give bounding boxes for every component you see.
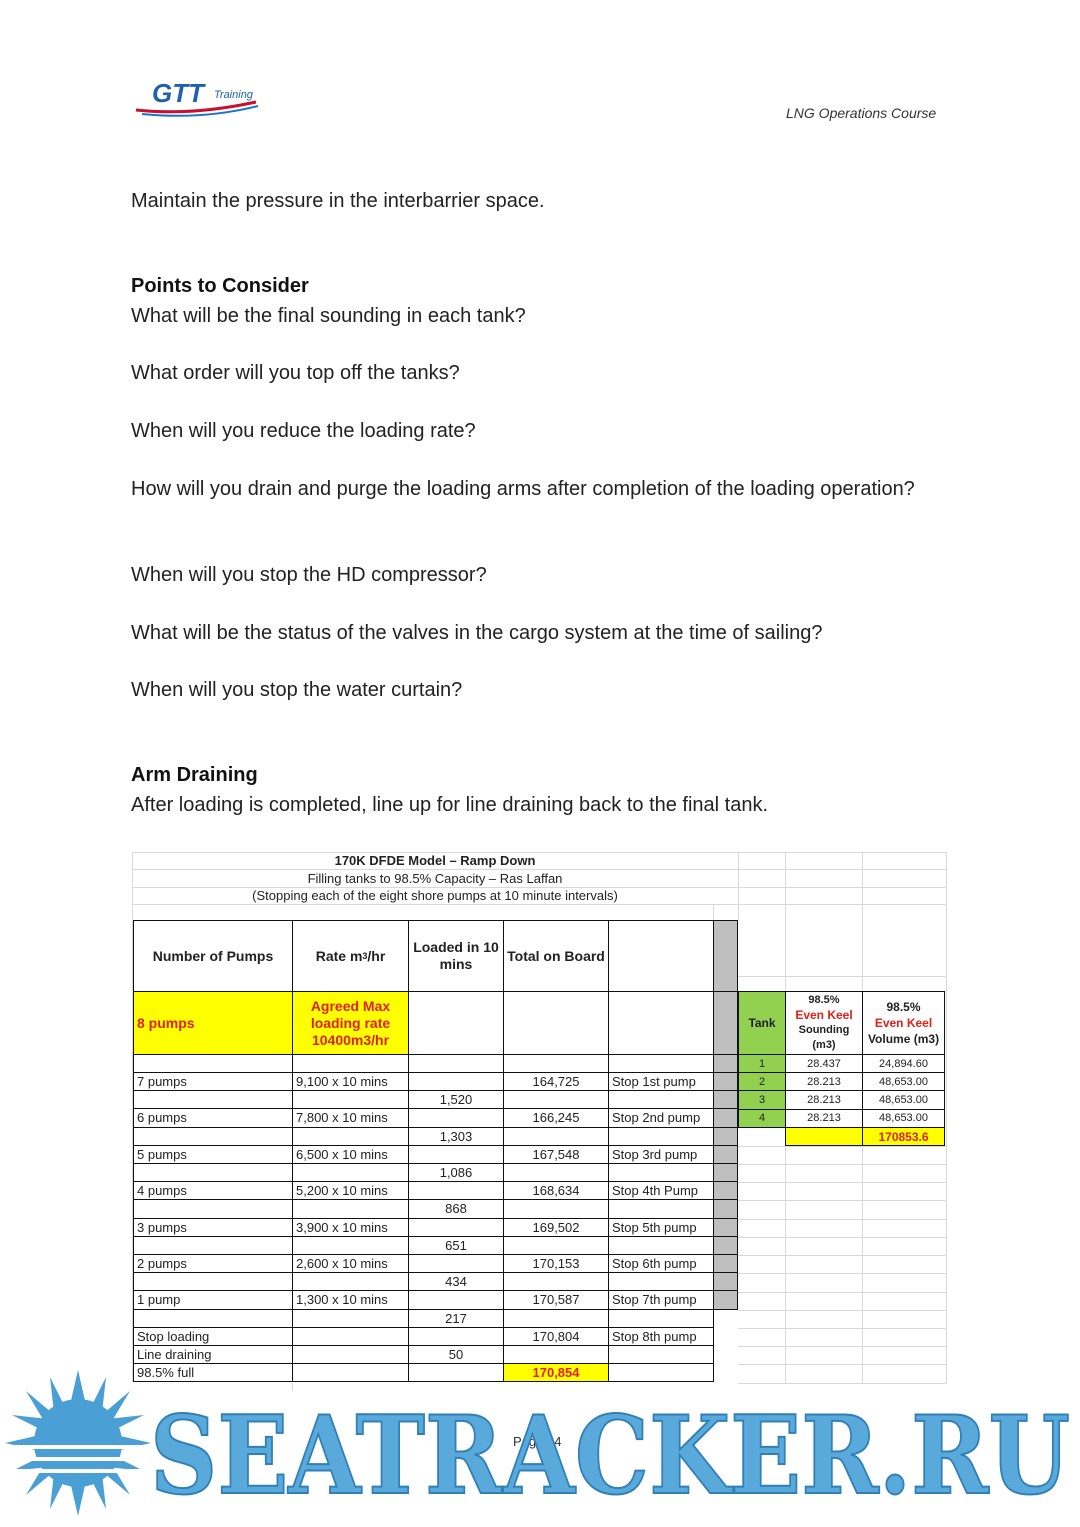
cell-action (608, 1272, 714, 1291)
eight-pumps-cell: 8 pumps (133, 991, 293, 1055)
col-header-pumps: Number of Pumps (133, 920, 293, 992)
empty-cell (503, 1054, 609, 1073)
cell-pumps (133, 1309, 293, 1328)
cell-rate: 1,300 x 10 mins (292, 1290, 409, 1309)
cell-rate (292, 1090, 409, 1109)
empty-cell (292, 1054, 409, 1073)
grey-spacer (713, 991, 738, 1055)
cell-total: 166,245 (503, 1108, 609, 1127)
tank-tank-cell: 1 (738, 1054, 786, 1073)
cell-action (608, 1345, 714, 1364)
cell-loaded: 1,086 (408, 1163, 504, 1182)
tank-volume-cell: 48,653.00 (862, 1072, 945, 1091)
grey-spacer (713, 1309, 738, 1328)
cell-rate: 9,100 x 10 mins (292, 1072, 409, 1091)
grey-spacer (713, 1345, 738, 1364)
question-4: How will you drain and purge the loading arms after completion of the loading operation? (131, 478, 915, 500)
cell-loaded (408, 1254, 504, 1273)
cell-loaded: 1,520 (408, 1090, 504, 1109)
sun-icon (5, 1370, 151, 1516)
cell-rate (292, 1163, 409, 1182)
cell-action: Stop 7th pump (608, 1290, 714, 1309)
cell-pumps: Stop loading (133, 1327, 293, 1346)
cell-total (503, 1272, 609, 1291)
cell-rate (292, 1327, 409, 1346)
question-6: What will be the status of the valves in the cargo system at the time of sailing? (131, 622, 823, 644)
cell-total: 168,634 (503, 1181, 609, 1200)
cell-action (608, 1127, 714, 1146)
tank-total-volume: 170853.6 (862, 1127, 945, 1146)
cell-pumps: 2 pumps (133, 1254, 293, 1273)
cell-total: 170,854 (503, 1363, 609, 1382)
intro-text: Maintain the pressure in the interbarrier space. (131, 190, 545, 212)
cell-pumps: 6 pumps (133, 1108, 293, 1127)
cell-total (503, 1309, 609, 1328)
tank-total-blank (785, 1127, 863, 1146)
cell-pumps (133, 1199, 293, 1218)
tank-volume-cell: 24,894.60 (862, 1054, 945, 1073)
grey-spacer (713, 1272, 738, 1291)
cell-total (503, 1345, 609, 1364)
cell-total: 164,725 (503, 1072, 609, 1091)
grey-spacer (713, 1108, 738, 1127)
tank-tank-cell: 2 (738, 1072, 786, 1091)
grey-spacer (713, 1236, 738, 1255)
course-title: LNG Operations Course (786, 105, 937, 121)
cell-loaded (408, 1327, 504, 1346)
grey-spacer (713, 1218, 738, 1237)
cell-rate (292, 1127, 409, 1146)
empty-cell (608, 1054, 714, 1073)
volume-col-header: 98.5% Even Keel Volume (m3) (862, 991, 945, 1055)
grey-spacer (713, 1254, 738, 1273)
tank-col-header: Tank (738, 991, 786, 1055)
cell-total (503, 1090, 609, 1109)
cell-loaded: 1,303 (408, 1127, 504, 1146)
cell-loaded (408, 1072, 504, 1091)
col-header-action (608, 920, 714, 992)
grey-spacer-header (713, 920, 738, 992)
tank-sounding-cell: 28.213 (785, 1109, 863, 1128)
col-header-loaded: Loaded in 10 mins (408, 920, 504, 992)
sheet-subtitle-1: Filling tanks to 98.5% Capacity – Ras Laffan (307, 871, 563, 886)
col-header-rate: Rate m 3 /hr (292, 920, 409, 992)
arm-draining-text: After loading is completed, line up for line draining back to the final tank. (131, 794, 769, 816)
cell-action (608, 1199, 714, 1218)
cell-total: 170,153 (503, 1254, 609, 1273)
cell-loaded (408, 1108, 504, 1127)
cell-rate: 5,200 x 10 mins (292, 1181, 409, 1200)
tank-tank-cell: 3 (738, 1090, 786, 1109)
grey-spacer (713, 1199, 738, 1218)
question-5: When will you stop the HD compressor? (131, 564, 487, 586)
cell-action: Stop 3rd pump (608, 1145, 714, 1164)
cell-total (503, 1236, 609, 1255)
tank-tank-cell: 4 (738, 1109, 786, 1128)
question-3: When will you reduce the loading rate? (131, 420, 476, 442)
cell-action: Stop 1st pump (608, 1072, 714, 1091)
empty-cell (408, 1054, 504, 1073)
cell-rate: 6,500 x 10 mins (292, 1145, 409, 1164)
cell-loaded: 868 (408, 1199, 504, 1218)
seatracker-watermark (0, 1365, 1080, 1527)
page-number: Page 24 (513, 1434, 562, 1449)
cell-total (503, 1127, 609, 1146)
cell-rate (292, 1309, 409, 1328)
cell-loaded (408, 1145, 504, 1164)
empty-cell (608, 991, 714, 1055)
cell-loaded: 217 (408, 1309, 504, 1328)
cell-action: Stop 4th Pump (608, 1181, 714, 1200)
empty-cell (133, 1054, 293, 1073)
grey-spacer (713, 1163, 738, 1182)
cell-total: 167,548 (503, 1145, 609, 1164)
cell-loaded (408, 1218, 504, 1237)
cell-pumps: 98.5% full (133, 1363, 293, 1382)
grey-spacer (713, 1127, 738, 1146)
cell-pumps: 7 pumps (133, 1072, 293, 1091)
question-1: What will be the final sounding in each tank? (131, 305, 526, 327)
col-header-total: Total on Board (503, 920, 609, 992)
grey-spacer (713, 1090, 738, 1109)
tank-sounding-cell: 28.213 (785, 1072, 863, 1091)
tank-sounding-cell: 28.213 (785, 1090, 863, 1109)
cell-action: Stop 2nd pump (608, 1108, 714, 1127)
arm-draining-heading: Arm Draining (131, 764, 258, 786)
svg-text:Training: Training (214, 89, 253, 101)
tank-sounding-cell: 28.437 (785, 1054, 863, 1073)
cell-pumps (133, 1236, 293, 1255)
tank-volume-cell: 48,653.00 (862, 1109, 945, 1128)
cell-pumps (133, 1090, 293, 1109)
cell-pumps: 4 pumps (133, 1181, 293, 1200)
svg-text:GTT: GTT (152, 78, 204, 108)
grey-spacer (713, 1290, 738, 1309)
cell-total: 169,502 (503, 1218, 609, 1237)
sheet-title: 170K DFDE Model – Ramp Down (334, 853, 536, 868)
cell-rate: 3,900 x 10 mins (292, 1218, 409, 1237)
cell-action: Stop 6th pump (608, 1254, 714, 1273)
grey-spacer (713, 1145, 738, 1164)
grey-spacer (713, 1054, 738, 1073)
cell-rate (292, 1272, 409, 1291)
cell-rate (292, 1199, 409, 1218)
points-heading: Points to Consider (131, 275, 309, 297)
cell-action (608, 1090, 714, 1109)
cell-pumps (133, 1272, 293, 1291)
cell-rate: 7,800 x 10 mins (292, 1108, 409, 1127)
grey-spacer (713, 1072, 738, 1091)
empty-cell (503, 991, 609, 1055)
cell-loaded: 651 (408, 1236, 504, 1255)
cell-action (608, 1163, 714, 1182)
cell-loaded: 434 (408, 1272, 504, 1291)
cell-rate (292, 1236, 409, 1255)
question-2: What order will you top off the tanks? (131, 362, 460, 384)
cell-action (608, 1236, 714, 1255)
grey-spacer (713, 1327, 738, 1346)
cell-pumps: 3 pumps (133, 1218, 293, 1237)
cell-total (503, 1199, 609, 1218)
cell-rate (292, 1345, 409, 1364)
cell-action: Stop 5th pump (608, 1218, 714, 1237)
cell-pumps: 5 pumps (133, 1145, 293, 1164)
svg-text:SEATRACKER.RU: SEATRACKER.RU (150, 1393, 1070, 1519)
sheet-subtitle-2: (Stopping each of the eight shore pumps at 10 minute intervals) (252, 888, 618, 903)
cell-total: 170,804 (503, 1327, 609, 1346)
sounding-col-header: 98.5% Even Keel Sounding (m3) (785, 991, 863, 1055)
tank-volume-cell: 48,653.00 (862, 1090, 945, 1109)
cell-pumps: 1 pump (133, 1290, 293, 1309)
empty-cell (408, 991, 504, 1055)
cell-pumps (133, 1127, 293, 1146)
cell-total (503, 1163, 609, 1182)
cell-pumps (133, 1163, 293, 1182)
grey-spacer (713, 1181, 738, 1200)
cell-action (608, 1309, 714, 1328)
agreed-max-rate-cell: Agreed Max loading rate 10400m3/hr (292, 991, 409, 1055)
cell-loaded: 50 (408, 1345, 504, 1364)
question-7: When will you stop the water curtain? (131, 679, 463, 701)
cell-total: 170,587 (503, 1290, 609, 1309)
cell-loaded (408, 1290, 504, 1309)
gtt-training-logo (132, 72, 262, 122)
cell-pumps: Line draining (133, 1345, 293, 1364)
cell-action: Stop 8th pump (608, 1327, 714, 1346)
cell-rate: 2,600 x 10 mins (292, 1254, 409, 1273)
cell-loaded (408, 1181, 504, 1200)
